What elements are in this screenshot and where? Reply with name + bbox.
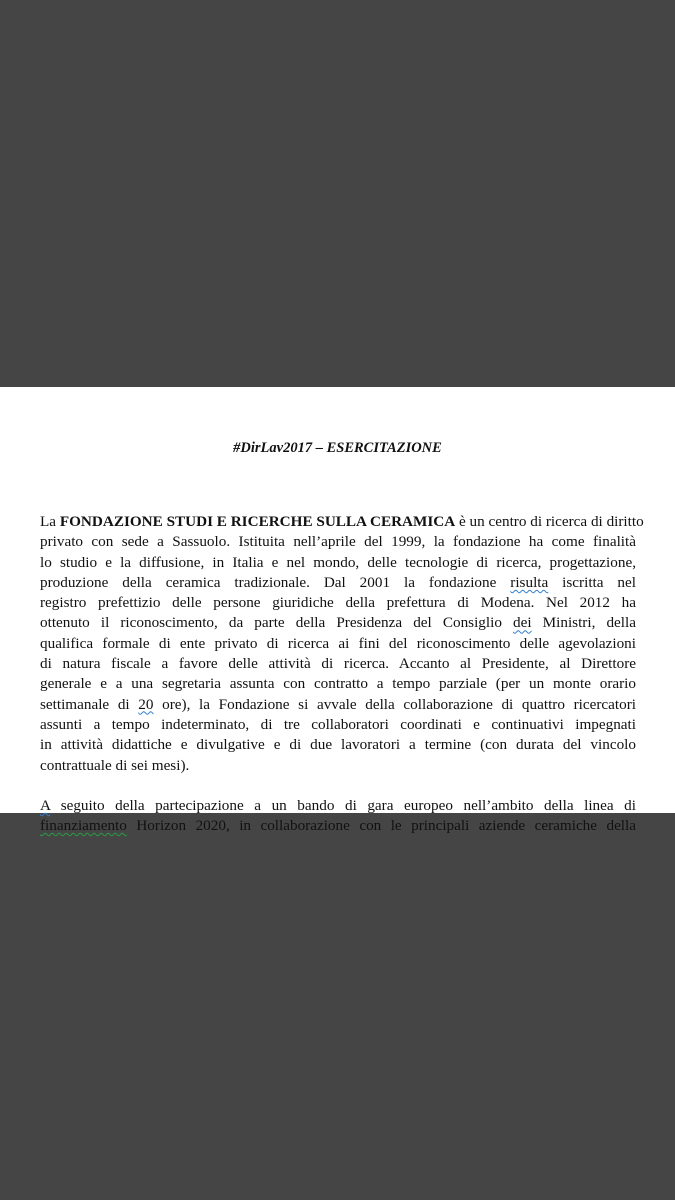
text-line [40,796,636,816]
text-run: produzione della ceramica tradizionale. Dal 2001 la fondazione [40,573,511,591]
text-line [40,816,636,836]
text-run: settimanale di [40,695,139,713]
spellcheck-mark: dei [513,614,532,632]
paragraph-2 [40,796,636,837]
spellcheck-mark: 20 [138,695,154,713]
foundation-name: FONDAZIONE STUDI E RICERCHE SULLA CERAMICA [59,513,456,530]
text-line: di natura fiscale a favore delle attività di ricerca. Accanto al Presidente, al Direttore [40,655,636,673]
spellcheck-mark: finanziamento [40,817,127,835]
spellcheck-mark: risulta [510,573,549,591]
text-run: ore), la Fondazione si avvale della collaborazione di quattro ricercatori [153,695,636,713]
text-line: contrattuale di sei mesi). [40,756,190,774]
text-run: è un centro di ricerca di diritto [455,513,644,530]
document-title: #DirLav2017 – ESERCITAZIONE [233,440,442,456]
text-line: lo studio e la diffusione, in Italia e nel mondo, delle tecnologie di ricerca, progettazione, [40,553,636,571]
text-run: seguito della partecipazione a un bando di gara europeo nell’ambito della linea di [50,796,636,814]
text-run: iscritta nel [548,573,636,591]
text-line [40,573,636,593]
text-line [40,695,636,715]
text-line [40,613,636,633]
document-body [40,512,644,856]
text-line: privato con sede a Sassuolo. Istituita nell’aprile del 1999, la fondazione ha come finalità [40,533,636,551]
text-line [40,512,644,532]
text-run: Horizon 2020, in collaborazione con le principali aziende ceramiche della [126,817,636,835]
document-page [0,387,675,835]
text-run: Ministri, della [531,614,636,632]
text-line: qualifica formale di ente privato di ricerca ai fini del riconoscimento delle agevolazioni [40,634,636,652]
text-line: generale e a una segretaria assunta con contratto a tempo parziale (per un monte orario [40,675,636,693]
text-line: assunti a tempo indeterminato, di tre collaboratori coordinati e continuativi impegnati [40,715,636,733]
spellcheck-mark: A [40,796,51,814]
text-line: registro prefettizio delle persone giuridiche della prefettura di Modena. Nel 2012 ha [40,594,636,612]
paragraph-1 [40,512,644,776]
text-line: in attività didattiche e divulgative e di due lavoratori a termine (con durata del vincolo [40,736,636,754]
text-run: ottenuto il riconoscimento, da parte della Presidenza del Consiglio [40,614,513,632]
text-run: La [40,513,60,530]
